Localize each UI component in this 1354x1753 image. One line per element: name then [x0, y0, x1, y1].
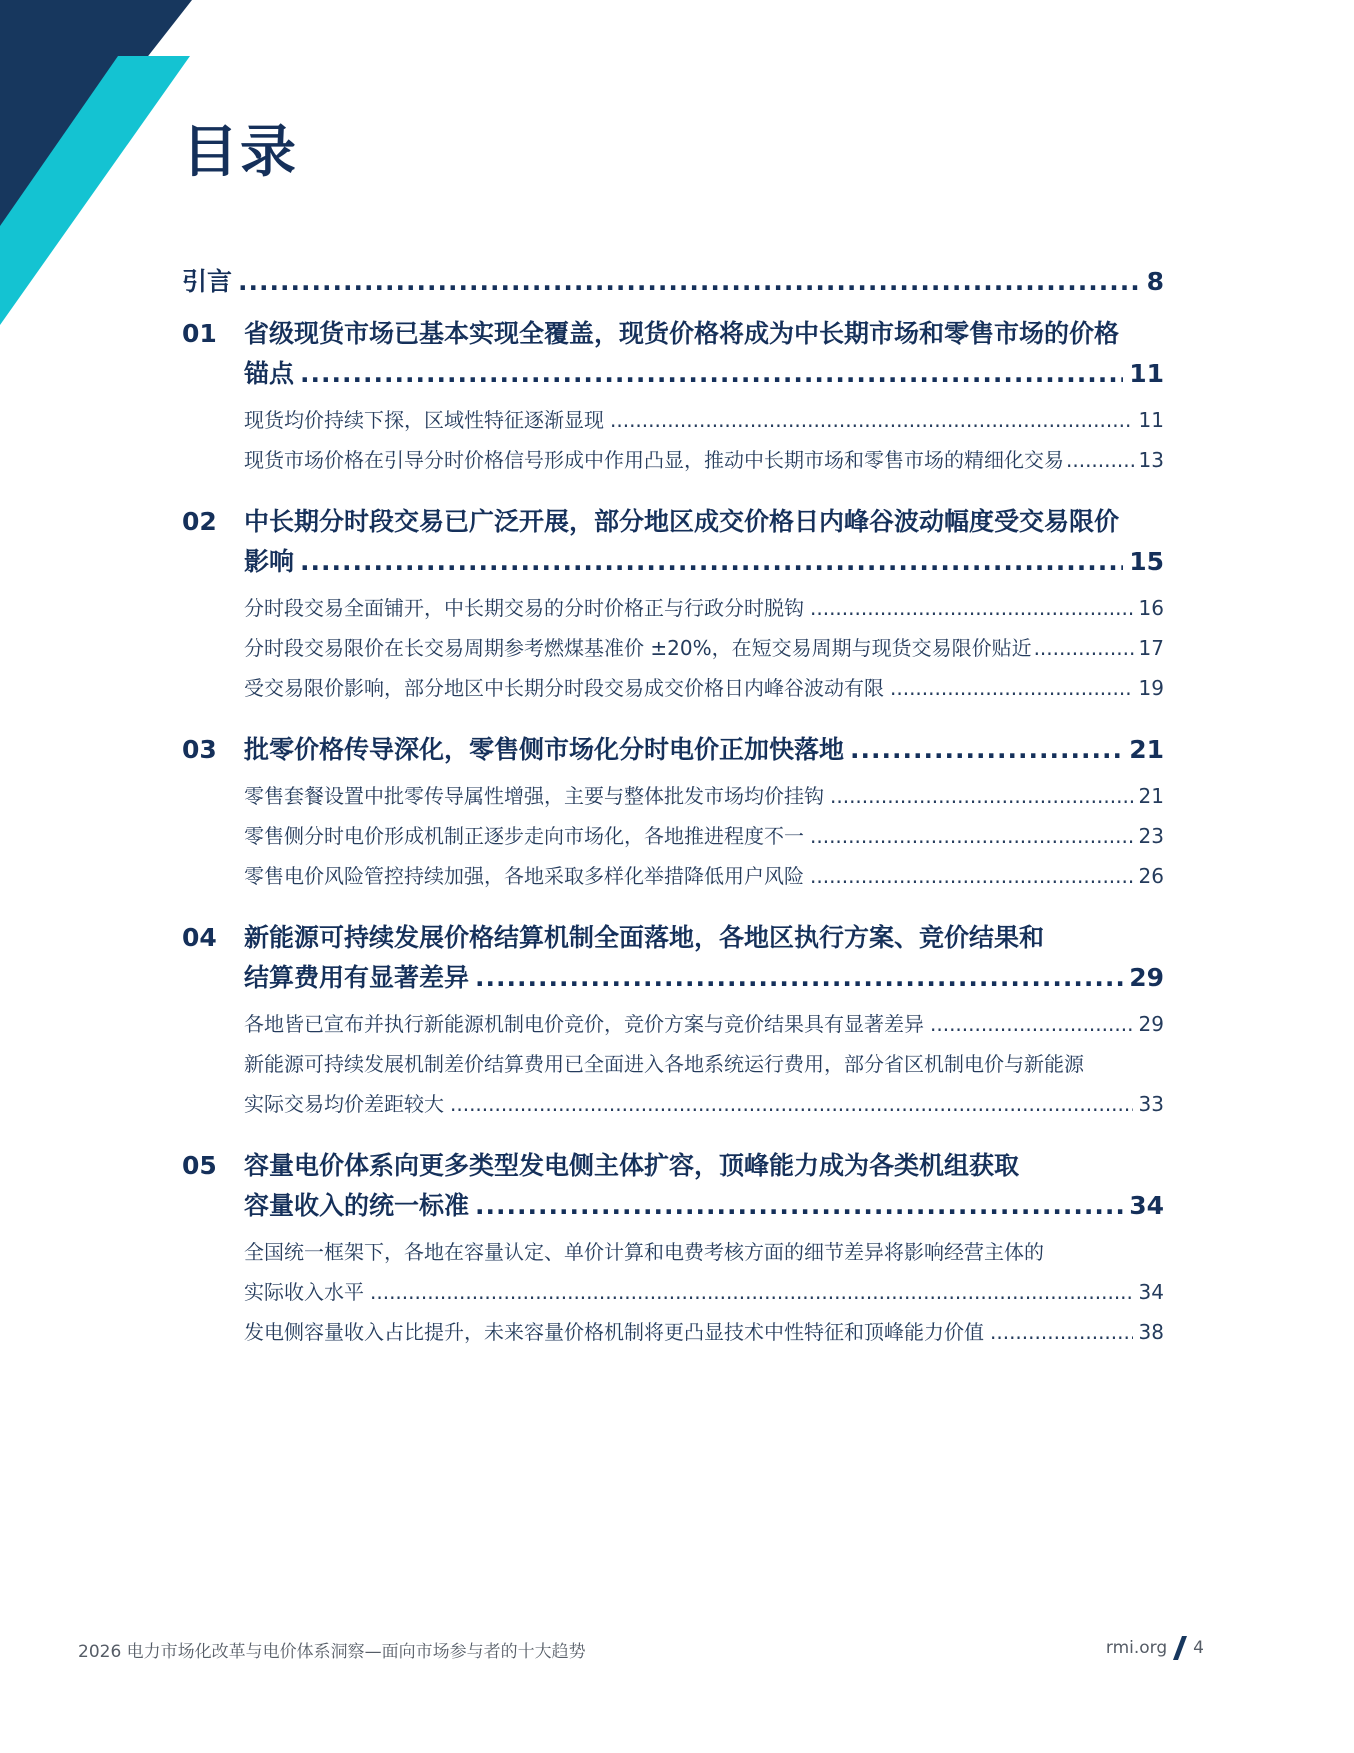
toc-chapter-heading[interactable] — [182, 502, 1164, 542]
chapter-page-number: 11 — [1129, 359, 1164, 388]
toc-chapter-heading-cont[interactable] — [182, 542, 1164, 582]
leader-dots — [890, 668, 1133, 708]
toc-sub-entry[interactable] — [182, 1312, 1164, 1352]
table-of-contents — [182, 262, 1164, 1374]
toc-chapter-03 — [182, 730, 1164, 896]
sub-entry-page: 13 — [1138, 448, 1164, 472]
chapter-title-line1: 中长期分时段交易已广泛开展，部分地区成交价格日内峰谷波动幅度受交易限价 — [244, 507, 1120, 536]
sub-entry-title: 分时段交易限价在长交易周期参考燃煤基准价 ±20%，在短交易周期与现货交易限价贴近 — [244, 636, 1032, 660]
leader-dots — [1066, 440, 1137, 480]
toc-sub-entry[interactable] — [182, 588, 1164, 628]
slash-icon — [1173, 1636, 1187, 1660]
leader-dots — [830, 776, 1133, 816]
sub-entry-title: 现货均价持续下探，区域性特征逐渐显现 — [244, 408, 604, 432]
leader-dots — [450, 1084, 1133, 1124]
leader-dots — [300, 542, 1123, 582]
sub-entry-title: 零售套餐设置中批零传导属性增强，主要与整体批发市场均价挂钩 — [244, 784, 824, 808]
footer-site-block — [1106, 1636, 1204, 1660]
sub-entry-title: 发电侧容量收入占比提升，未来容量价格机制将更凸显技术中性特征和顶峰能力价值 — [244, 1320, 984, 1344]
chapter-page-number: 21 — [1129, 735, 1164, 764]
leader-dots — [238, 262, 1141, 302]
chapter-title-line1: 新能源可持续发展价格结算机制全面落地，各地区执行方案、竞价结果和 — [244, 923, 1045, 952]
toc-sub-entry[interactable] — [182, 400, 1164, 440]
chapter-page-number: 29 — [1129, 963, 1164, 992]
footer-page-number: 4 — [1193, 1638, 1204, 1658]
sub-entry-title: 分时段交易全面铺开，中长期交易的分时价格正与行政分时脱钩 — [244, 596, 804, 620]
footer-site-link[interactable]: rmi.org — [1105, 1638, 1168, 1658]
toc-sub-entry[interactable] — [182, 628, 1164, 668]
corner-decoration — [0, 0, 200, 330]
sub-entry-title: 受交易限价影响，部分地区中长期分时段交易成交价格日内峰谷波动有限 — [244, 676, 884, 700]
leader-dots — [810, 856, 1133, 896]
chapter-number: 05 — [182, 1151, 217, 1180]
footer-report-title: 2026 电力市场化改革与电价体系洞察—面向市场参与者的十大趋势 — [78, 1642, 586, 1662]
leader-dots — [610, 400, 1133, 440]
sub-entry-page: 33 — [1138, 1092, 1164, 1116]
toc-chapter-heading-cont[interactable] — [182, 1186, 1164, 1226]
chapter-number: 04 — [182, 923, 217, 952]
leader-dots — [810, 588, 1133, 628]
toc-sub-entry[interactable] — [182, 816, 1164, 856]
leader-dots — [1034, 628, 1137, 668]
chapter-page-number: 15 — [1129, 547, 1164, 576]
toc-page-number: 8 — [1146, 267, 1164, 296]
chapter-title-line1: 容量电价体系向更多类型发电侧主体扩容，顶峰能力成为各类机组获取 — [244, 1151, 1020, 1180]
sub-entry-page: 19 — [1138, 676, 1164, 700]
chapter-title-line2: 结算费用有显著差异 — [244, 963, 470, 992]
toc-sub-entry[interactable] — [182, 856, 1164, 896]
chapter-title-line2: 锚点 — [244, 359, 295, 388]
toc-sub-entry[interactable] — [182, 440, 1164, 480]
toc-chapter-04 — [182, 918, 1164, 1124]
sub-entry-title-line1[interactable]: 全国统一框架下，各地在容量认定、单价计算和电费考核方面的细节差异将影响经营主体的 — [244, 1240, 1044, 1264]
toc-intro-label: 引言 — [182, 267, 233, 296]
chapter-title-line1: 省级现货市场已基本实现全覆盖，现货价格将成为中长期市场和零售市场的价格 — [244, 319, 1120, 348]
leader-dots — [810, 816, 1133, 856]
leader-dots — [475, 1186, 1123, 1226]
sub-entry-title-line1[interactable]: 新能源可持续发展机制差价结算费用已全面进入各地系统运行费用，部分省区机制电价与新能源 — [244, 1052, 1084, 1076]
sub-entry-page: 34 — [1138, 1280, 1164, 1304]
toc-sub-entry[interactable] — [182, 1084, 1164, 1124]
sub-entry-title: 实际收入水平 — [244, 1280, 364, 1304]
sub-entry-title: 各地皆已宣布并执行新能源机制电价竞价，竞价方案与竞价结果具有显著差异 — [244, 1012, 924, 1036]
leader-dots — [990, 1312, 1133, 1352]
toc-chapter-heading-cont[interactable] — [182, 958, 1164, 998]
toc-chapter-heading[interactable] — [182, 314, 1164, 354]
sub-entry-page: 21 — [1138, 784, 1164, 808]
sub-entry-page: 17 — [1138, 636, 1164, 660]
sub-entry-title: 零售电价风险管控持续加强，各地采取多样化举措降低用户风险 — [244, 864, 804, 888]
leader-dots — [930, 1004, 1133, 1044]
leader-dots — [300, 354, 1123, 394]
sub-entry-title: 零售侧分时电价形成机制正逐步走向市场化，各地推进程度不一 — [244, 824, 804, 848]
leader-dots — [475, 958, 1123, 998]
sub-entry-title: 现货市场价格在引导分时价格信号形成中作用凸显，推动中长期市场和零售市场的精细化交易 — [244, 448, 1064, 472]
toc-sub-entry[interactable] — [182, 1004, 1164, 1044]
toc-sub-entry[interactable] — [182, 1272, 1164, 1312]
sub-entry-title: 实际交易均价差距较大 — [244, 1092, 444, 1116]
sub-entry-page: 16 — [1138, 596, 1164, 620]
sub-entry-page: 11 — [1138, 408, 1164, 432]
sub-entry-page: 23 — [1138, 824, 1164, 848]
sub-entry-page: 38 — [1138, 1320, 1164, 1344]
toc-chapter-heading-cont[interactable] — [182, 354, 1164, 394]
chapter-title-line1: 批零价格传导深化，零售侧市场化分时电价正加快落地 — [244, 735, 845, 764]
toc-chapter-heading[interactable] — [182, 1146, 1164, 1186]
toc-chapter-heading[interactable] — [182, 730, 1164, 770]
chapter-title-line2: 容量收入的统一标准 — [244, 1191, 470, 1220]
toc-chapter-heading[interactable] — [182, 918, 1164, 958]
toc-chapter-05 — [182, 1146, 1164, 1352]
toc-chapter-01 — [182, 314, 1164, 480]
sub-entry-page: 29 — [1138, 1012, 1164, 1036]
page-title: 目录 — [182, 120, 298, 185]
toc-entry-intro[interactable] — [182, 262, 1164, 302]
toc-sub-entry[interactable] — [182, 776, 1164, 816]
toc-sub-entry[interactable] — [182, 668, 1164, 708]
leader-dots — [850, 730, 1123, 770]
sub-entry-page: 26 — [1138, 864, 1164, 888]
chapter-number: 01 — [182, 319, 217, 348]
chapter-number: 02 — [182, 507, 217, 536]
chapter-title-line2: 影响 — [244, 547, 295, 576]
toc-chapter-02 — [182, 502, 1164, 708]
chapter-page-number: 34 — [1129, 1191, 1164, 1220]
chapter-number: 03 — [182, 735, 217, 764]
leader-dots — [370, 1272, 1133, 1312]
